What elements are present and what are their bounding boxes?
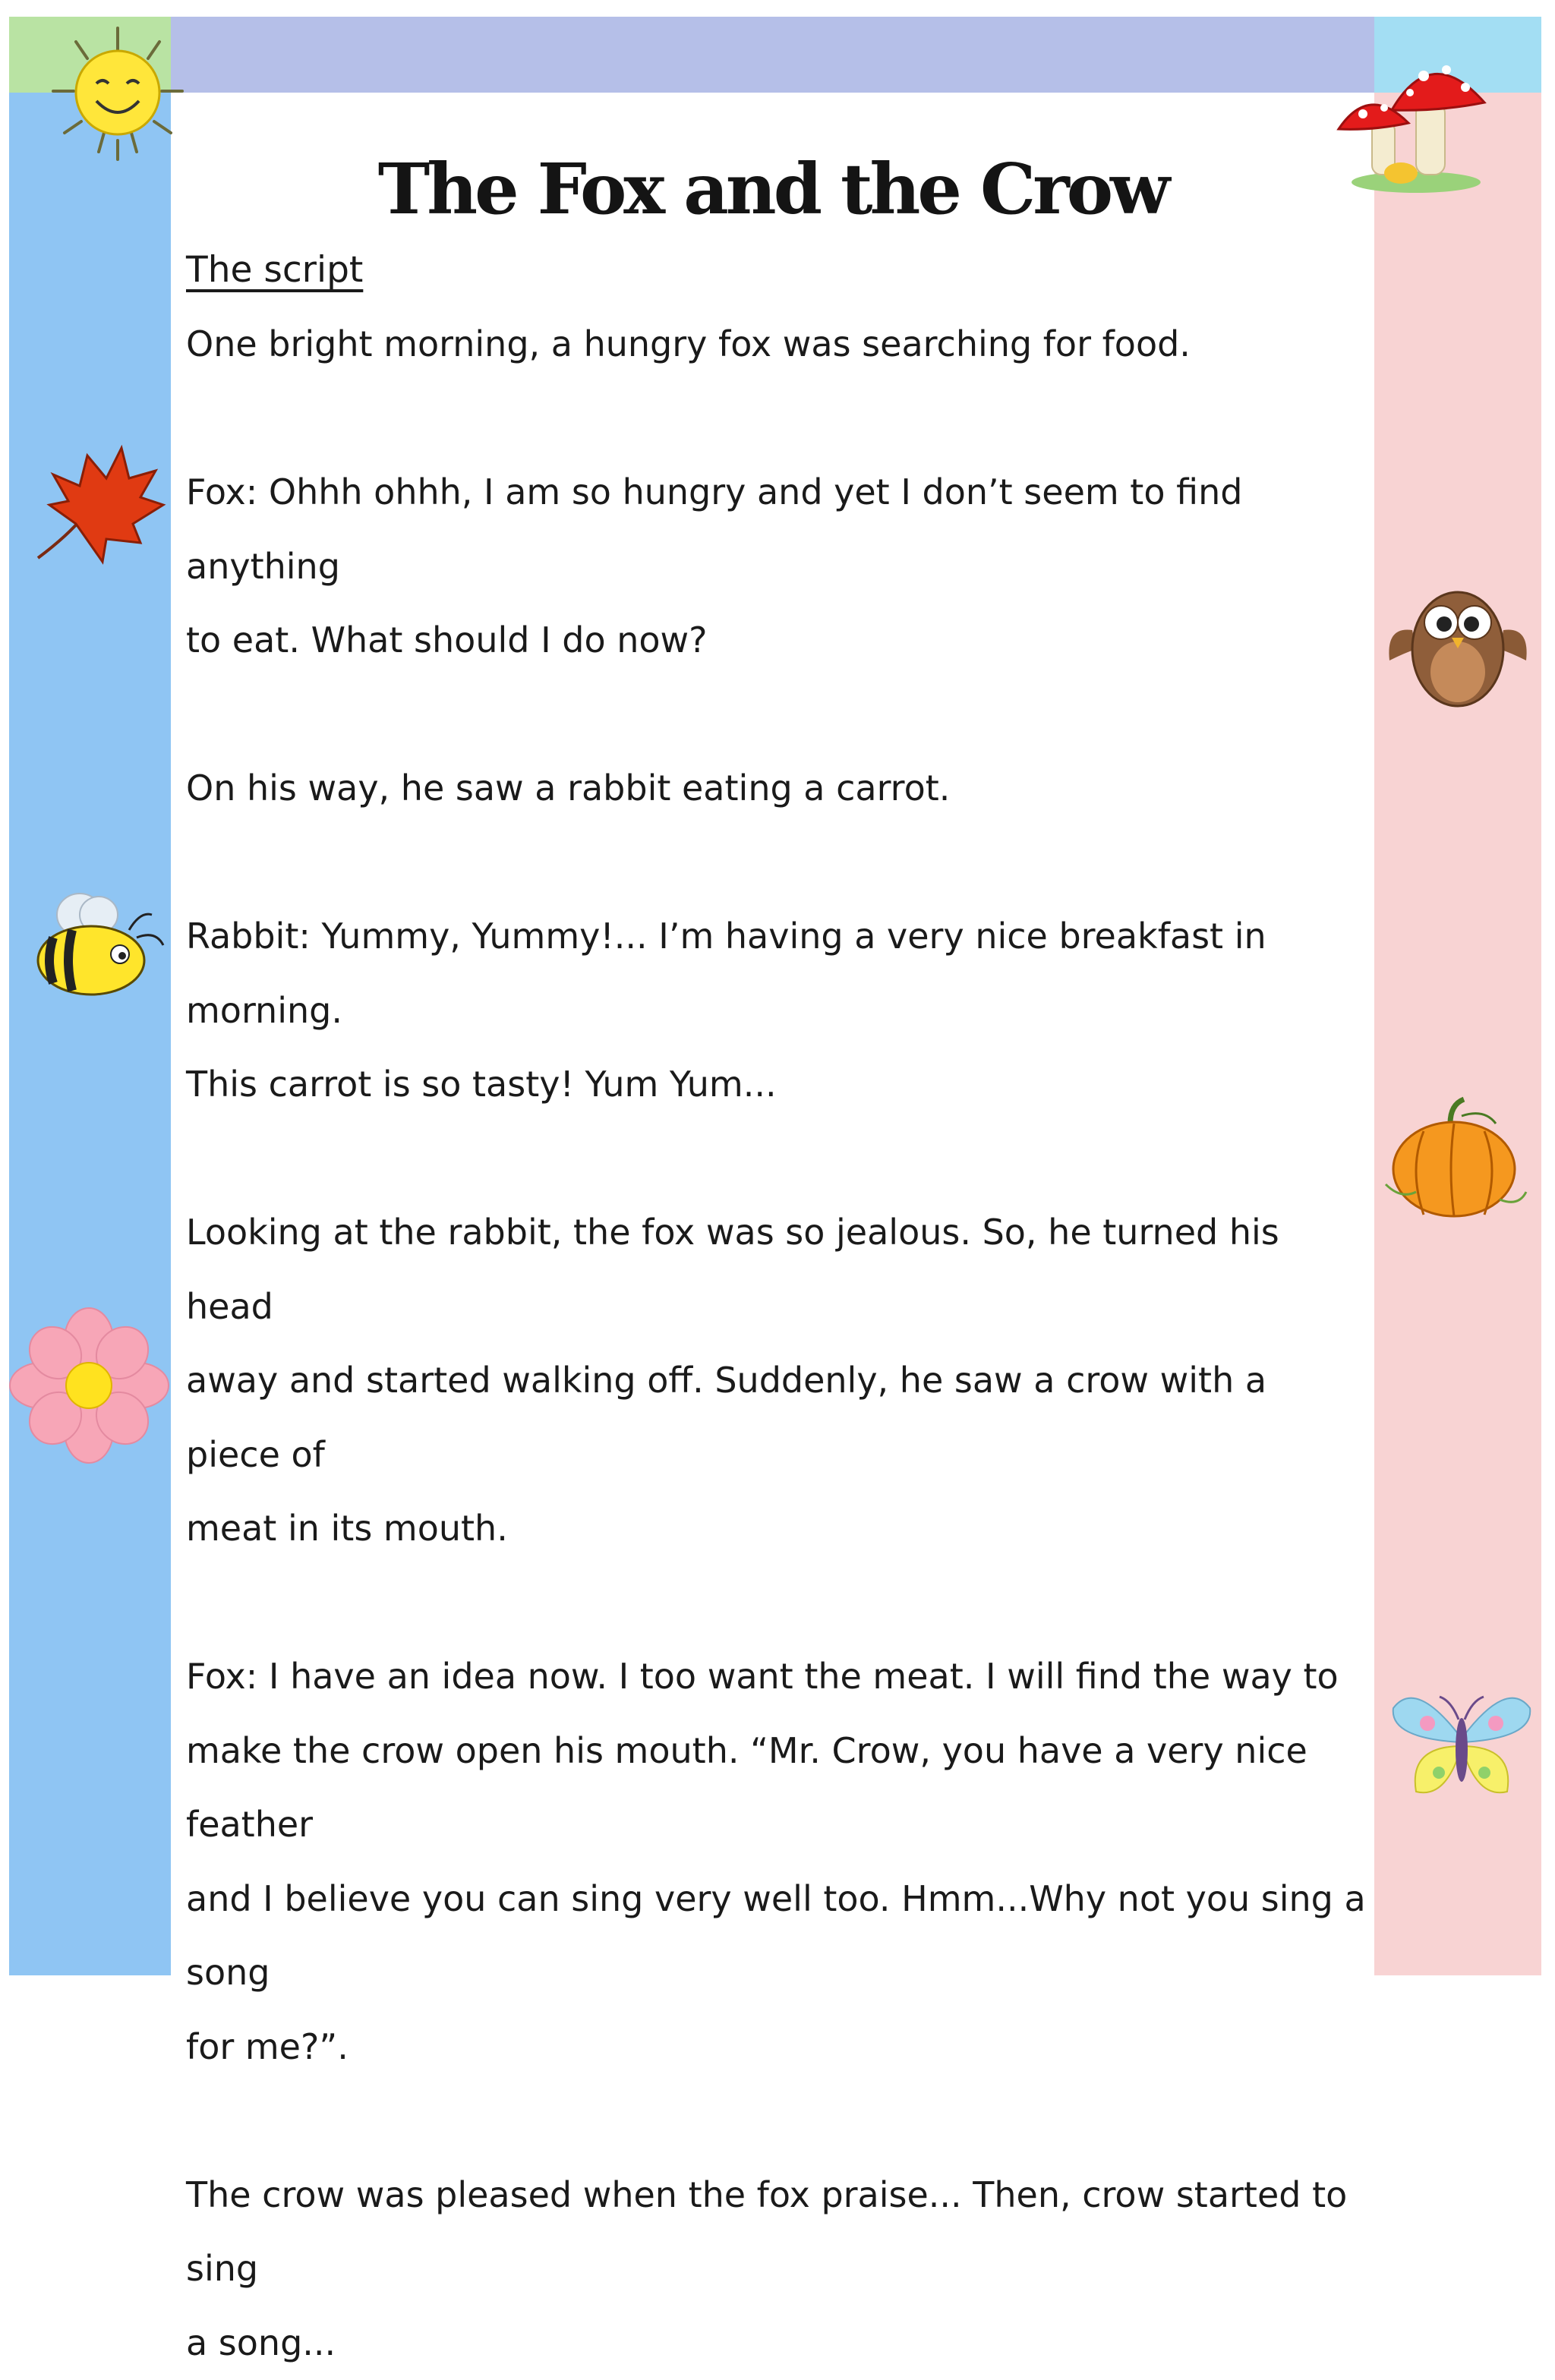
story-line: Rabbit: Yummy, Yummy!... I’m having a very nice breakfast in morning. <box>186 900 1370 1048</box>
story-line: make the crow open his mouth. “Mr. Crow, you have a very nice feather <box>186 1714 1370 1862</box>
left-border-band <box>9 93 171 1975</box>
story-line <box>186 678 1370 752</box>
top-border-band <box>171 17 1374 93</box>
story-line: to eat. What should I do now? <box>186 604 1370 678</box>
mushroom-icon <box>1325 38 1500 197</box>
story-line: Looking at the rabbit, the fox was so jealous. So, he turned his head <box>186 1196 1370 1344</box>
story-line <box>186 2084 1370 2158</box>
story-line: One bright morning, a hungry fox was searching for food. <box>186 307 1370 382</box>
story-line: away and started walking off. Suddenly, he saw a crow with a piece of <box>186 1344 1370 1492</box>
bee-icon <box>23 884 175 1006</box>
story-line <box>186 826 1370 900</box>
pumpkin-icon <box>1378 1093 1534 1230</box>
story-line: The crow was pleased when the fox praise... Then, crow started to sing <box>186 2158 1370 2306</box>
story-line: for me?”. <box>186 2010 1370 2085</box>
story-line: a song... <box>186 2306 1370 2380</box>
story-line <box>186 1566 1370 1641</box>
story-line: On his way, he saw a rabbit eating a carrot. <box>186 752 1370 826</box>
story-line: Fox: Ohhh ohhh, I am so hungry and yet I don’t seem to find anything <box>186 456 1370 604</box>
story-line: This carrot is so tasty! Yum Yum... <box>186 1048 1370 1122</box>
story-line: and I believe you can sing very well too. Hmm...Why not you sing a song <box>186 1862 1370 2010</box>
story-line <box>186 1122 1370 1196</box>
flower-icon <box>4 1306 175 1465</box>
sun-icon <box>42 19 194 171</box>
leaf-icon <box>23 440 167 569</box>
section-heading: The script <box>186 249 363 291</box>
story-body <box>186 307 1370 2380</box>
story-line <box>186 382 1370 456</box>
butterfly-icon <box>1386 1682 1538 1811</box>
story-line: meat in its mouth. <box>186 1492 1370 1566</box>
owl-icon <box>1382 577 1534 714</box>
story-line: Fox: I have an idea now. I too want the meat. I will find the way to <box>186 1640 1370 1714</box>
page-title: The Fox and the Crow <box>171 148 1374 230</box>
